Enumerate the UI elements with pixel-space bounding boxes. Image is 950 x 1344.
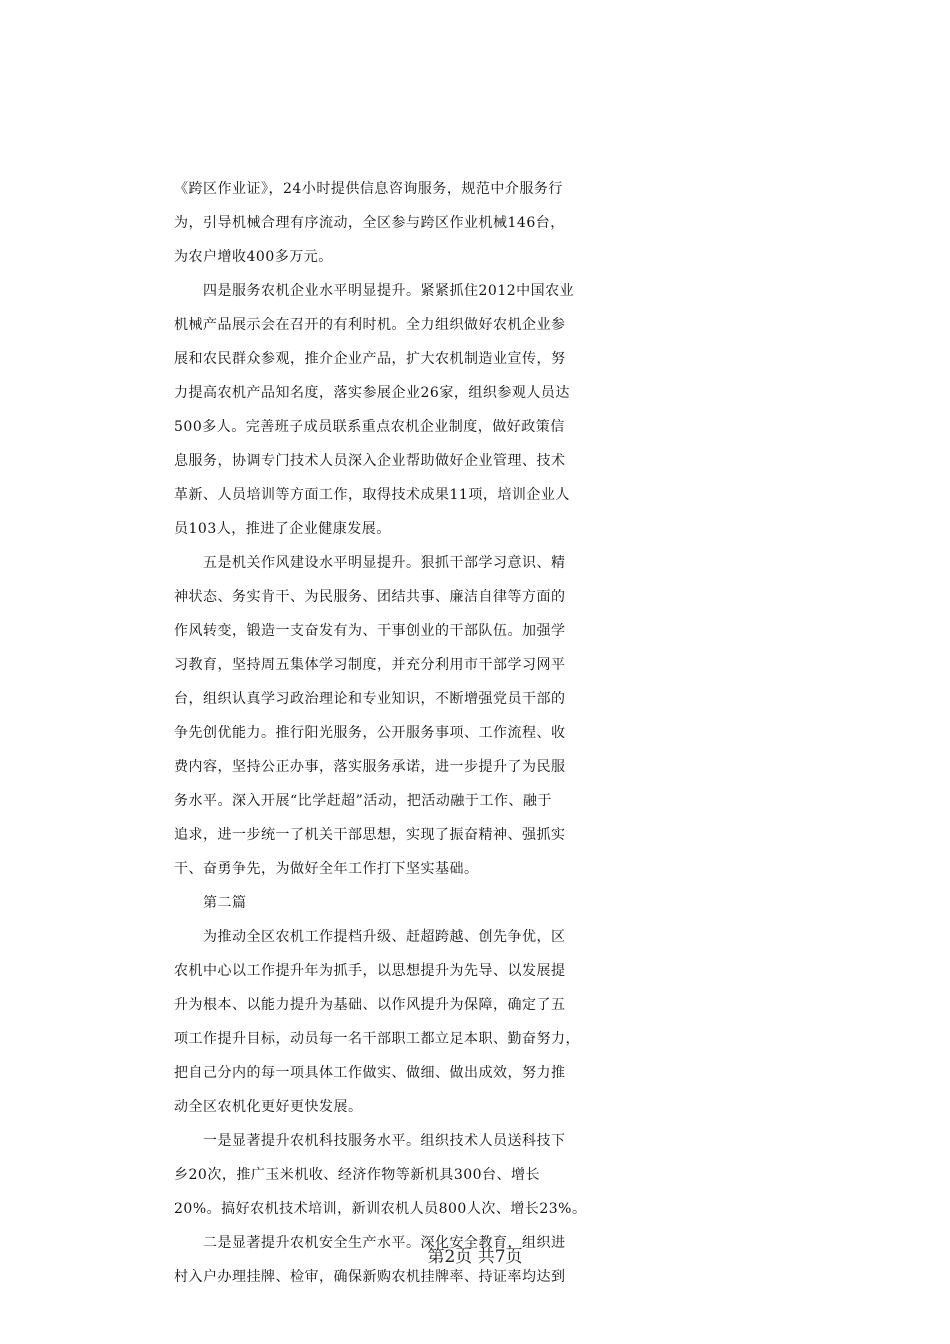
text-line: 把自己分内的每一项具体工作做实、做细、做出成效，努力推 bbox=[174, 1065, 566, 1081]
text-line: 干、奋勇争先，为做好全年工作打下坚实基础。 bbox=[174, 861, 479, 877]
section-heading: 第二篇 bbox=[174, 895, 247, 911]
text-line: 村入户办理挂牌、检审，确保新购农机挂牌率、持证率均达到 bbox=[174, 1269, 566, 1285]
text-line: 展和农民群众参观，推介企业产品，扩大农机制造业宣传，努 bbox=[174, 351, 566, 367]
text-line: 五是机关作风建设水平明显提升。狠抓干部学习意识、精 bbox=[174, 555, 566, 571]
text-line: 项工作提升目标，动员每一名干部职工都立足本职、勤奋努力， bbox=[174, 1031, 580, 1047]
text-line: 20%。搞好农机技术培训，新训农机人员800人次、增长23%。 bbox=[174, 1201, 587, 1217]
text-line: 《跨区作业证》，24小时提供信息咨询服务，规范中介服务行 bbox=[174, 181, 563, 197]
text-line: 为推动全区农机工作提档升级、赶超跨越、创先争优，区 bbox=[174, 929, 566, 945]
text-line: 升为根本、以能力提升为基础、以作风提升为保障，确定了五 bbox=[174, 997, 566, 1013]
text-line: 二是显著提升农机安全生产水平。深化安全教育，组织进 bbox=[174, 1235, 566, 1251]
text-line: 农机中心以工作提升年为抓手，以思想提升为先导、以发展提 bbox=[174, 963, 566, 979]
text-line: 500多人。完善班子成员联系重点农机企业制度，做好政策信 bbox=[174, 419, 565, 435]
text-line: 费内容，坚持公正办事，落实服务承诺，进一步提升了为民服 bbox=[174, 759, 566, 775]
text-line: 动全区农机化更好更快发展。 bbox=[174, 1099, 363, 1115]
text-line: 作风转变，锻造一支奋发有为、干事创业的干部队伍。加强学 bbox=[174, 623, 566, 639]
text-line: 息服务，协调专门技术人员深入企业帮助做好企业管理、技术 bbox=[174, 453, 566, 469]
text-line: 台，组织认真学习政治理论和专业知识，不断增强党员干部的 bbox=[174, 691, 566, 707]
text-line: 追求，进一步统一了机关干部思想，实现了振奋精神、强抓实 bbox=[174, 827, 566, 843]
text-line: 务水平。深入开展“比学赶超”活动，把活动融于工作、融于 bbox=[174, 793, 552, 809]
text-line: 为，引导机械合理有序流动，全区参与跨区作业机械146台， bbox=[174, 215, 565, 231]
text-line: 力提高农机产品知名度，落实参展企业26家，组织参观人员达 bbox=[174, 385, 570, 401]
text-line: 争先创优能力。推行阳光服务，公开服务事项、工作流程、收 bbox=[174, 725, 566, 741]
text-line: 为农户增收400多万元。 bbox=[174, 249, 333, 265]
text-line: 革新、人员培训等方面工作，取得技术成果11项，培训企业人 bbox=[174, 487, 570, 503]
text-line: 四是服务农机企业水平明显提升。紧紧抓住2012中国农业 bbox=[174, 283, 575, 299]
text-line: 机械产品展示会在召开的有利时机。全力组织做好农机企业参 bbox=[174, 317, 566, 333]
text-line: 一是显著提升农机科技服务水平。组织技术人员送科技下 bbox=[174, 1133, 566, 1149]
text-line: 神状态、务实肯干、为民服务、团结共事、廉洁自律等方面的 bbox=[174, 589, 566, 605]
text-line: 乡20次，推广玉米机收、经济作物等新机具300台、增长 bbox=[174, 1167, 541, 1183]
page-number: 第2页 共7页 bbox=[427, 1247, 523, 1267]
text-line: 习教育，坚持周五集体学习制度，并充分利用市干部学习网平 bbox=[174, 657, 566, 673]
document-body bbox=[174, 172, 834, 1294]
text-line: 员103人，推进了企业健康发展。 bbox=[174, 521, 391, 537]
